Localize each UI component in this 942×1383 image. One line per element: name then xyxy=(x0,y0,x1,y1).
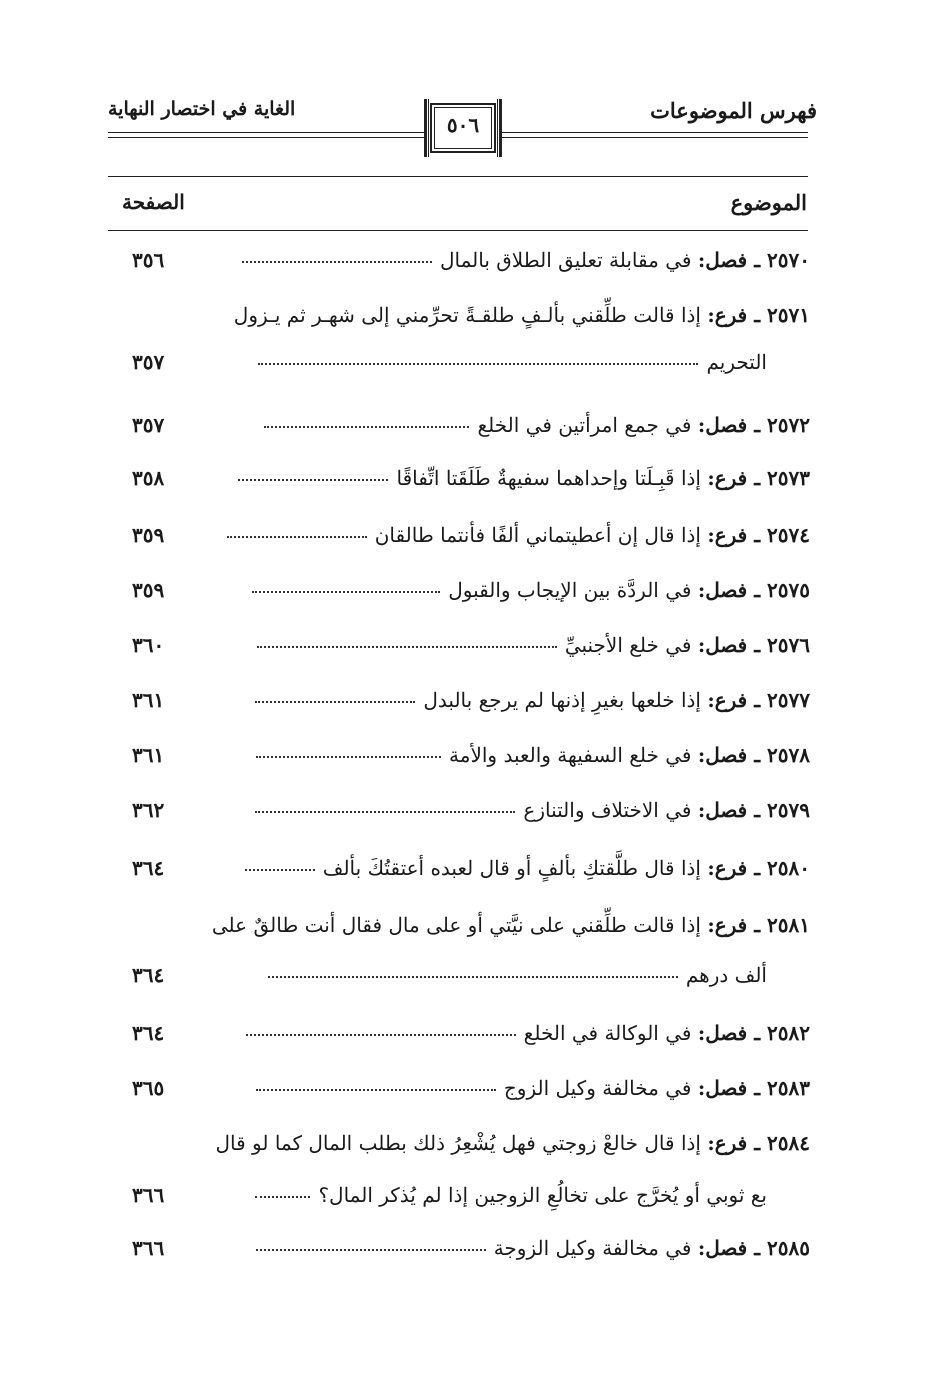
entry-title: إذا قَبِـلَتا وإحداهما سفيهةٌ طَلَقَتا اتِّفاقًا xyxy=(396,466,701,490)
toc-entry xyxy=(212,795,810,825)
entry-number: ٢٥٧٤ ـ فرع: xyxy=(707,523,810,547)
entry-number: ٢٥٧٧ ـ فرع: xyxy=(707,688,810,712)
entry-page: ٣٥٩ xyxy=(132,523,165,547)
leader-dots xyxy=(246,1034,516,1036)
running-header-chapter: فهرس الموضوعات xyxy=(650,98,817,123)
entry-number: ٢٥٧٩ ـ فصل: xyxy=(697,798,810,822)
entry-number: ٢٥٨١ ـ فرع: xyxy=(707,913,810,937)
entry-page: ٣٦٤ xyxy=(132,963,165,987)
entry-number: ٢٥٧٦ ـ فصل: xyxy=(697,633,810,657)
toc-entry xyxy=(212,1233,810,1263)
entry-page: ٣٦٠ xyxy=(132,633,165,657)
entry-title: في مقابلة تعليق الطلاق بالمال xyxy=(439,248,692,272)
entry-number: ٢٥٨٢ ـ فصل: xyxy=(697,1021,810,1045)
entry-page: ٣٦٢ xyxy=(132,798,165,822)
toc-entry xyxy=(212,463,810,493)
entry-page: ٣٥٧ xyxy=(132,413,165,437)
entry-page: ٣٦١ xyxy=(132,743,165,767)
entry-page: ٣٦١ xyxy=(132,688,165,712)
entry-number: ٢٥٧٣ ـ فرع: xyxy=(707,466,810,490)
leader-dots xyxy=(227,536,367,538)
toc-entry xyxy=(212,575,810,605)
entry-title: إذا قال إن أعطيتماني ألفًا فأنتما طالقان xyxy=(374,523,701,547)
entry-title: إذا قالت طلِّقني على نيَّتي أو على مال فقال أنت طالقٌ على xyxy=(211,913,701,937)
entry-page: ٣٥٦ xyxy=(132,248,165,272)
entry-title: في جمع امرأتين في الخلع xyxy=(477,413,692,437)
leader-dots xyxy=(255,701,415,703)
entry-page: ٣٦٤ xyxy=(132,1021,165,1045)
entry-page: ٣٥٧ xyxy=(132,350,165,374)
page-number-box xyxy=(424,99,502,157)
entry-page: ٣٦٦ xyxy=(132,1183,165,1207)
entry-title: إذا قال طلَّقتكِ بألفٍ أو قال لعبده أعتقتُكَ بألف xyxy=(322,856,701,880)
entry-title: إذا قال خالعْ زوجتي فهل يُشْعِرُ ذلك بطلب المال كما لو قال xyxy=(215,1131,701,1155)
toc-entry xyxy=(212,300,810,330)
column-heading-page: الصفحة xyxy=(122,190,185,214)
leader-dots xyxy=(256,1089,496,1091)
entry-title: في الردَّة بين الإيجاب والقبول xyxy=(448,578,692,602)
header-rule-bottom xyxy=(108,176,808,177)
entry-number: ٢٥٨٥ ـ فصل: xyxy=(697,1236,810,1260)
entry-page: ٣٥٩ xyxy=(132,578,165,602)
entry-title: بع ثوبي أو يُخرَّج على تخالُعِ الزوجين إذا لم يُذكر المال؟ xyxy=(318,1183,767,1207)
entry-number: ٢٥٧١ ـ فرع: xyxy=(707,303,810,327)
entry-page: ٣٦٤ xyxy=(132,856,165,880)
toc-entry xyxy=(212,910,810,940)
entry-title: ألف درهم xyxy=(685,963,767,987)
column-heading-rule xyxy=(108,230,808,231)
toc-entry xyxy=(212,630,810,660)
entry-title: في مخالفة وكيل الزوج xyxy=(503,1076,692,1100)
leader-dots xyxy=(245,869,315,871)
entry-page: ٣٥٨ xyxy=(132,466,165,490)
entry-number: ٢٥٨٣ ـ فصل: xyxy=(697,1076,810,1100)
running-header-book-title: الغاية في اختصار النهاية xyxy=(108,98,296,120)
leader-dots xyxy=(257,646,557,648)
toc-entry xyxy=(212,740,810,770)
leader-dots xyxy=(255,811,515,813)
toc-entry-continuation xyxy=(212,1180,767,1210)
leader-dots xyxy=(238,479,388,481)
entry-title: التحريم xyxy=(706,350,767,374)
toc-entry-continuation xyxy=(212,347,767,377)
entry-number: ٢٥٧٢ ـ فصل: xyxy=(697,413,810,437)
entry-number: ٢٥٨٤ ـ فرع: xyxy=(707,1131,810,1155)
entry-number: ٢٥٧٠ ـ فصل: xyxy=(697,248,810,272)
entry-title: إذا قالت طلِّقني بألـفٍ طلقـةً تحرِّمني إلى شهـر ثم يـزول xyxy=(233,303,701,327)
leader-dots xyxy=(252,591,440,593)
leader-dots xyxy=(268,976,678,978)
entry-page: ٣٦٦ xyxy=(132,1236,165,1260)
toc-entry xyxy=(212,410,810,440)
toc-entry-continuation xyxy=(212,960,767,990)
toc-entry xyxy=(212,520,810,550)
entry-title: في الاختلاف والتنازع xyxy=(523,798,692,822)
leader-dots xyxy=(256,1249,486,1251)
toc-entry xyxy=(212,1018,810,1048)
entry-number: ٢٥٨٠ ـ فرع: xyxy=(707,856,810,880)
toc-entry xyxy=(212,1073,810,1103)
leader-dots xyxy=(264,426,469,428)
entry-title: في خلع الأجنبيِّ xyxy=(564,633,692,657)
entry-title: في خلع السفيهة والعبد والأمة xyxy=(449,743,692,767)
entry-number: ٢٥٧٥ ـ فصل: xyxy=(697,578,810,602)
entry-number: ٢٥٧٨ ـ فصل: xyxy=(697,743,810,767)
leader-dots xyxy=(242,261,432,263)
leader-dots xyxy=(256,756,441,758)
column-heading-topic: الموضوع xyxy=(730,190,807,215)
page-number: ٥٠٦ xyxy=(446,113,480,137)
leader-dots xyxy=(258,363,698,365)
entry-page: ٣٦٥ xyxy=(132,1076,165,1100)
toc-entry xyxy=(212,1128,810,1158)
toc-entry xyxy=(212,853,810,883)
entry-title: في الوكالة في الخلع xyxy=(523,1021,692,1045)
toc-entry xyxy=(212,685,810,715)
entry-title: إذا خلعها بغيرِ إذنها لم يرجع بالبدل xyxy=(423,688,701,712)
toc-entry xyxy=(212,245,810,275)
entry-title: في مخالفة وكيل الزوجة xyxy=(493,1236,692,1260)
leader-dots xyxy=(255,1196,310,1198)
